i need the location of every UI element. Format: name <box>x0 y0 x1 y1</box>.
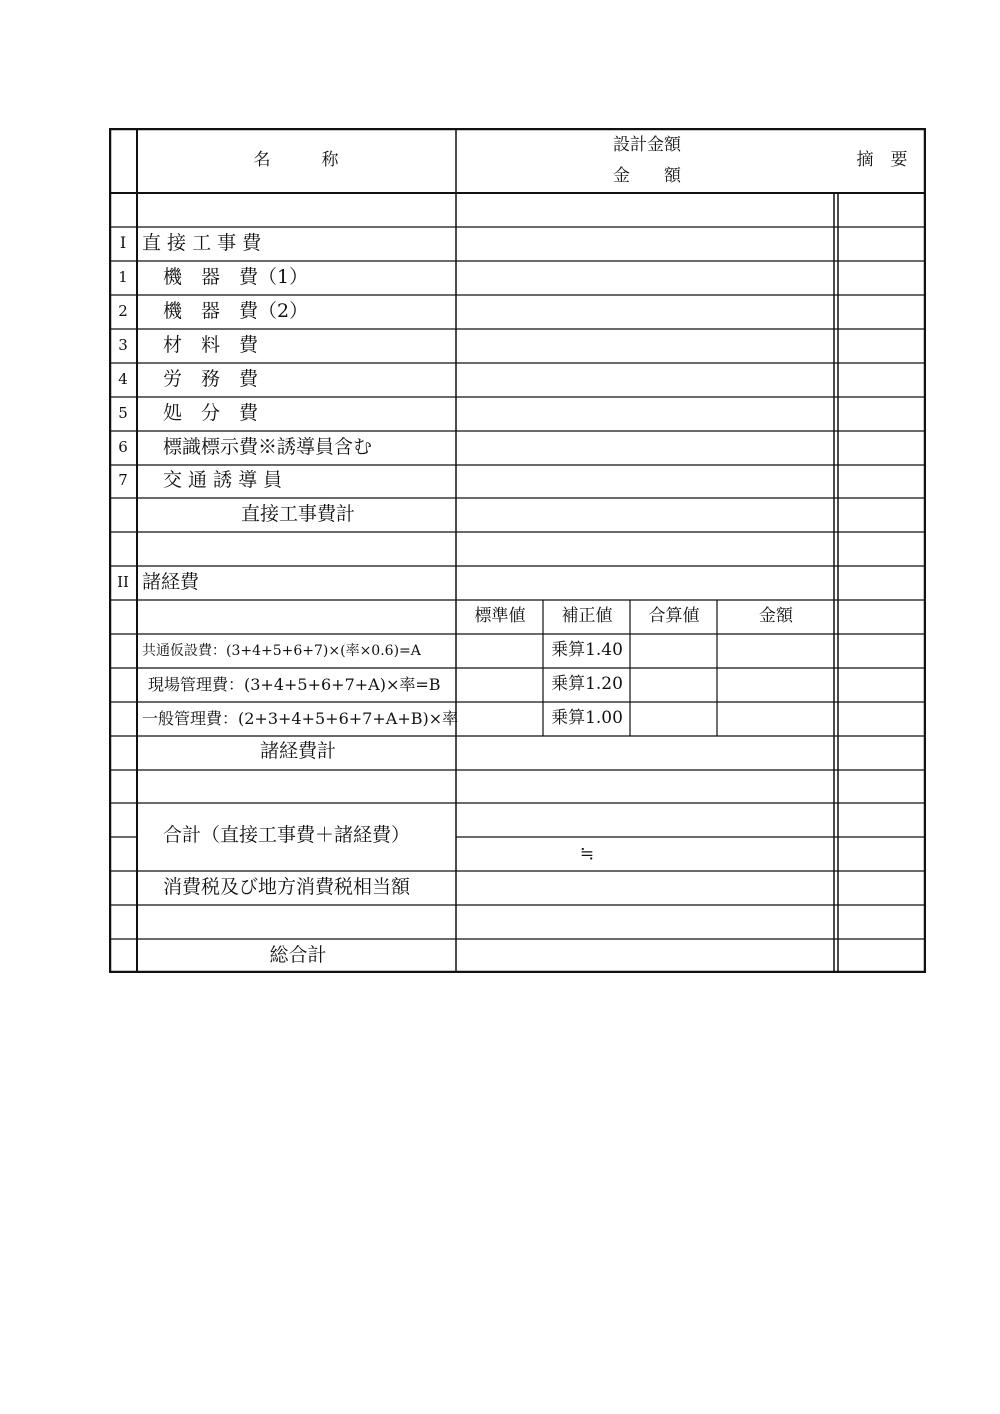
overhead-row-correction: 乗算1.00 <box>551 708 623 728</box>
item-number: 7 <box>118 471 128 489</box>
header-remarks: 摘 要 <box>856 150 908 170</box>
item-label: 機 器 費（2） <box>163 300 309 322</box>
section2-roman: II <box>117 573 129 591</box>
column-combined-value: 合算値 <box>648 606 700 626</box>
item-number: 6 <box>118 438 128 456</box>
grand-total-label: 総合計 <box>269 944 327 966</box>
column-correction-value: 補正値 <box>561 606 613 626</box>
header-name-column: 名 称 <box>253 150 339 170</box>
item-label: 労 務 費 <box>163 368 259 390</box>
direct-cost-subtotal-label: 直接工事費計 <box>240 503 356 525</box>
item-label: 交 通 誘 導 員 <box>163 469 283 491</box>
column-standard-value: 標準値 <box>474 606 526 626</box>
overhead-row-correction: 乗算1.40 <box>551 640 623 660</box>
header-amount: 金 額 <box>613 166 681 186</box>
overhead-row-label: 一般管理費：(2+3+4+5+6+7+A+B)×率 <box>142 709 459 728</box>
item-number: 2 <box>118 302 128 320</box>
table-grid <box>109 128 926 973</box>
item-number: 3 <box>118 336 128 354</box>
cost-estimate-table <box>109 128 926 973</box>
item-label: 標識標示費※誘導員含む <box>163 436 373 458</box>
overhead-row-label: 現場管理費：(3+4+5+6+7+A)×率=B <box>148 675 441 694</box>
total-label: 合計（直接工事費＋諸経費） <box>163 824 411 846</box>
approx-symbol: ≒ <box>579 844 595 864</box>
item-number: 1 <box>118 268 128 286</box>
overhead-subtotal-label: 諸経費計 <box>259 740 337 762</box>
item-number: 5 <box>118 404 128 422</box>
item-label: 機 器 費（1） <box>163 266 309 288</box>
section1-title: 直 接 工 事 費 <box>142 232 262 254</box>
overhead-row-label: 共通仮設費：(3+4+5+6+7)×(率×0.6)=A <box>142 643 421 659</box>
header-design-amount: 設計金額 <box>613 135 681 155</box>
overhead-row-correction: 乗算1.20 <box>551 674 623 694</box>
section1-roman: I <box>119 233 127 252</box>
column-amount: 金額 <box>759 606 793 626</box>
section2-title: 諸経費 <box>142 571 200 593</box>
item-number: 4 <box>118 370 128 388</box>
item-label: 処 分 費 <box>163 402 259 424</box>
tax-label: 消費税及び地方消費税相当額 <box>163 876 411 898</box>
item-label: 材 料 費 <box>163 334 259 356</box>
